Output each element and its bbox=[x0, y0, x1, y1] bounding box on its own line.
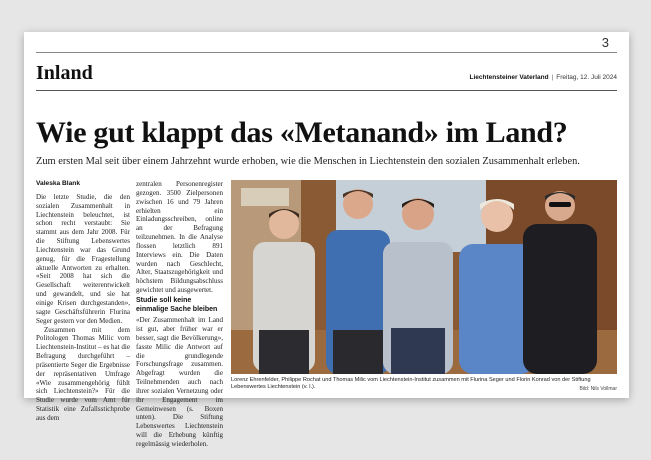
article-headline: Wie gut klappt das «Metanand» im Land? bbox=[36, 116, 568, 149]
article-subheadline: Zum ersten Mal seit über einem Jahrzehnt wurde erhoben, wie die Menschen in Liechtenstein den sozialen Zusammenhalt erleben. bbox=[36, 156, 580, 167]
photo-credit: Bild: Nils Vollmar bbox=[579, 386, 617, 392]
article-photo bbox=[231, 180, 617, 374]
header-rule bbox=[36, 90, 617, 91]
text-column-1 bbox=[36, 180, 130, 422]
author-byline: Valeska Blank bbox=[36, 180, 80, 187]
paragraph: Die letzte Studie, die den sozialen Zusammenhalt in Liechtenstein beleuchtet, ist schon recht verstaubt: Sie stammt aus dem Jahr 2008. Für die Stiftung Lebenswertes Liechtenstein war das Grund genug, für die Fragestellung aktuelle Antworten zu erhalten. «Seit 2008 hat sich die Gesellschaft weiterentwickelt und gewandelt, und sie hat einige Krisen durchgestanden», sagte Geschäftsführerin Flurina Seger gestern vor den Medien. bbox=[36, 192, 130, 325]
masthead bbox=[469, 74, 617, 81]
group-photo-illustration bbox=[231, 180, 617, 374]
text-column-2 bbox=[136, 180, 223, 448]
newspaper-page bbox=[24, 32, 629, 448]
paragraph: «Der Zusammenhalt im Land ist gut, aber früher war er besser, sagt die Bevölkerung», fasste Milic die Antwort auf die grundlegende Forschungsfrage zusammen. Abgefragt wurden die Teilnehmenden auch nach ihrer sozialen Vernetzung oder ihr Engagement im Gemeinwesen (s. Boxen unten). Die Stiftung Lebenswertes Liechtenstein will die Erhebung künftig regelmässig wiederholen. bbox=[136, 316, 223, 448]
paragraph: Zusammen mit dem Politologen Thomas Milic vom Liechtenstein-Institut – es hat die Befragung durchgeführt – präsentierte Seger die Ergebnisse der repräsentativen Umfrage «Wie zusammengehörig fühlt sich Liechtenstein?» Für die Studie wurde vom Amt für Statistik eine Zufallsstichprobe aus dem bbox=[36, 325, 130, 422]
article-subtitle: Studie soll keine einmalige Sache bleiben bbox=[136, 296, 218, 313]
top-rule bbox=[36, 52, 617, 53]
photo-caption: Lorenz Ehrenfelder, Philippe Rochat und Thomas Milic vom Liechtenstein-Institut zusammen mit Flurina Seger und Florin Konrad von der Stiftung Lebenswertes Liechtenstein (v. l.). bbox=[231, 377, 591, 390]
page-number: 3 bbox=[601, 35, 609, 50]
paragraph: zentralen Personenregister gezogen. 3500 Zielpersonen zwischen 16 und 79 Jahren erhielten ein Einladungsschreiben, online an der Befragung teilzunehmen. In die Analyse flossen letztlich 891 Interviews ein. Die Daten wurden nach Geschlecht, Alter, Staatszugehörigkeit und höchstem Bildungsabschluss gewichtet und ausgewertet. bbox=[136, 180, 223, 295]
section-title: Inland bbox=[36, 62, 93, 84]
issue-date: Freitag, 12. Juli 2024 bbox=[556, 74, 617, 81]
masthead-separator: | bbox=[551, 74, 554, 81]
newspaper-name: Liechtensteiner Vaterland bbox=[469, 74, 549, 81]
